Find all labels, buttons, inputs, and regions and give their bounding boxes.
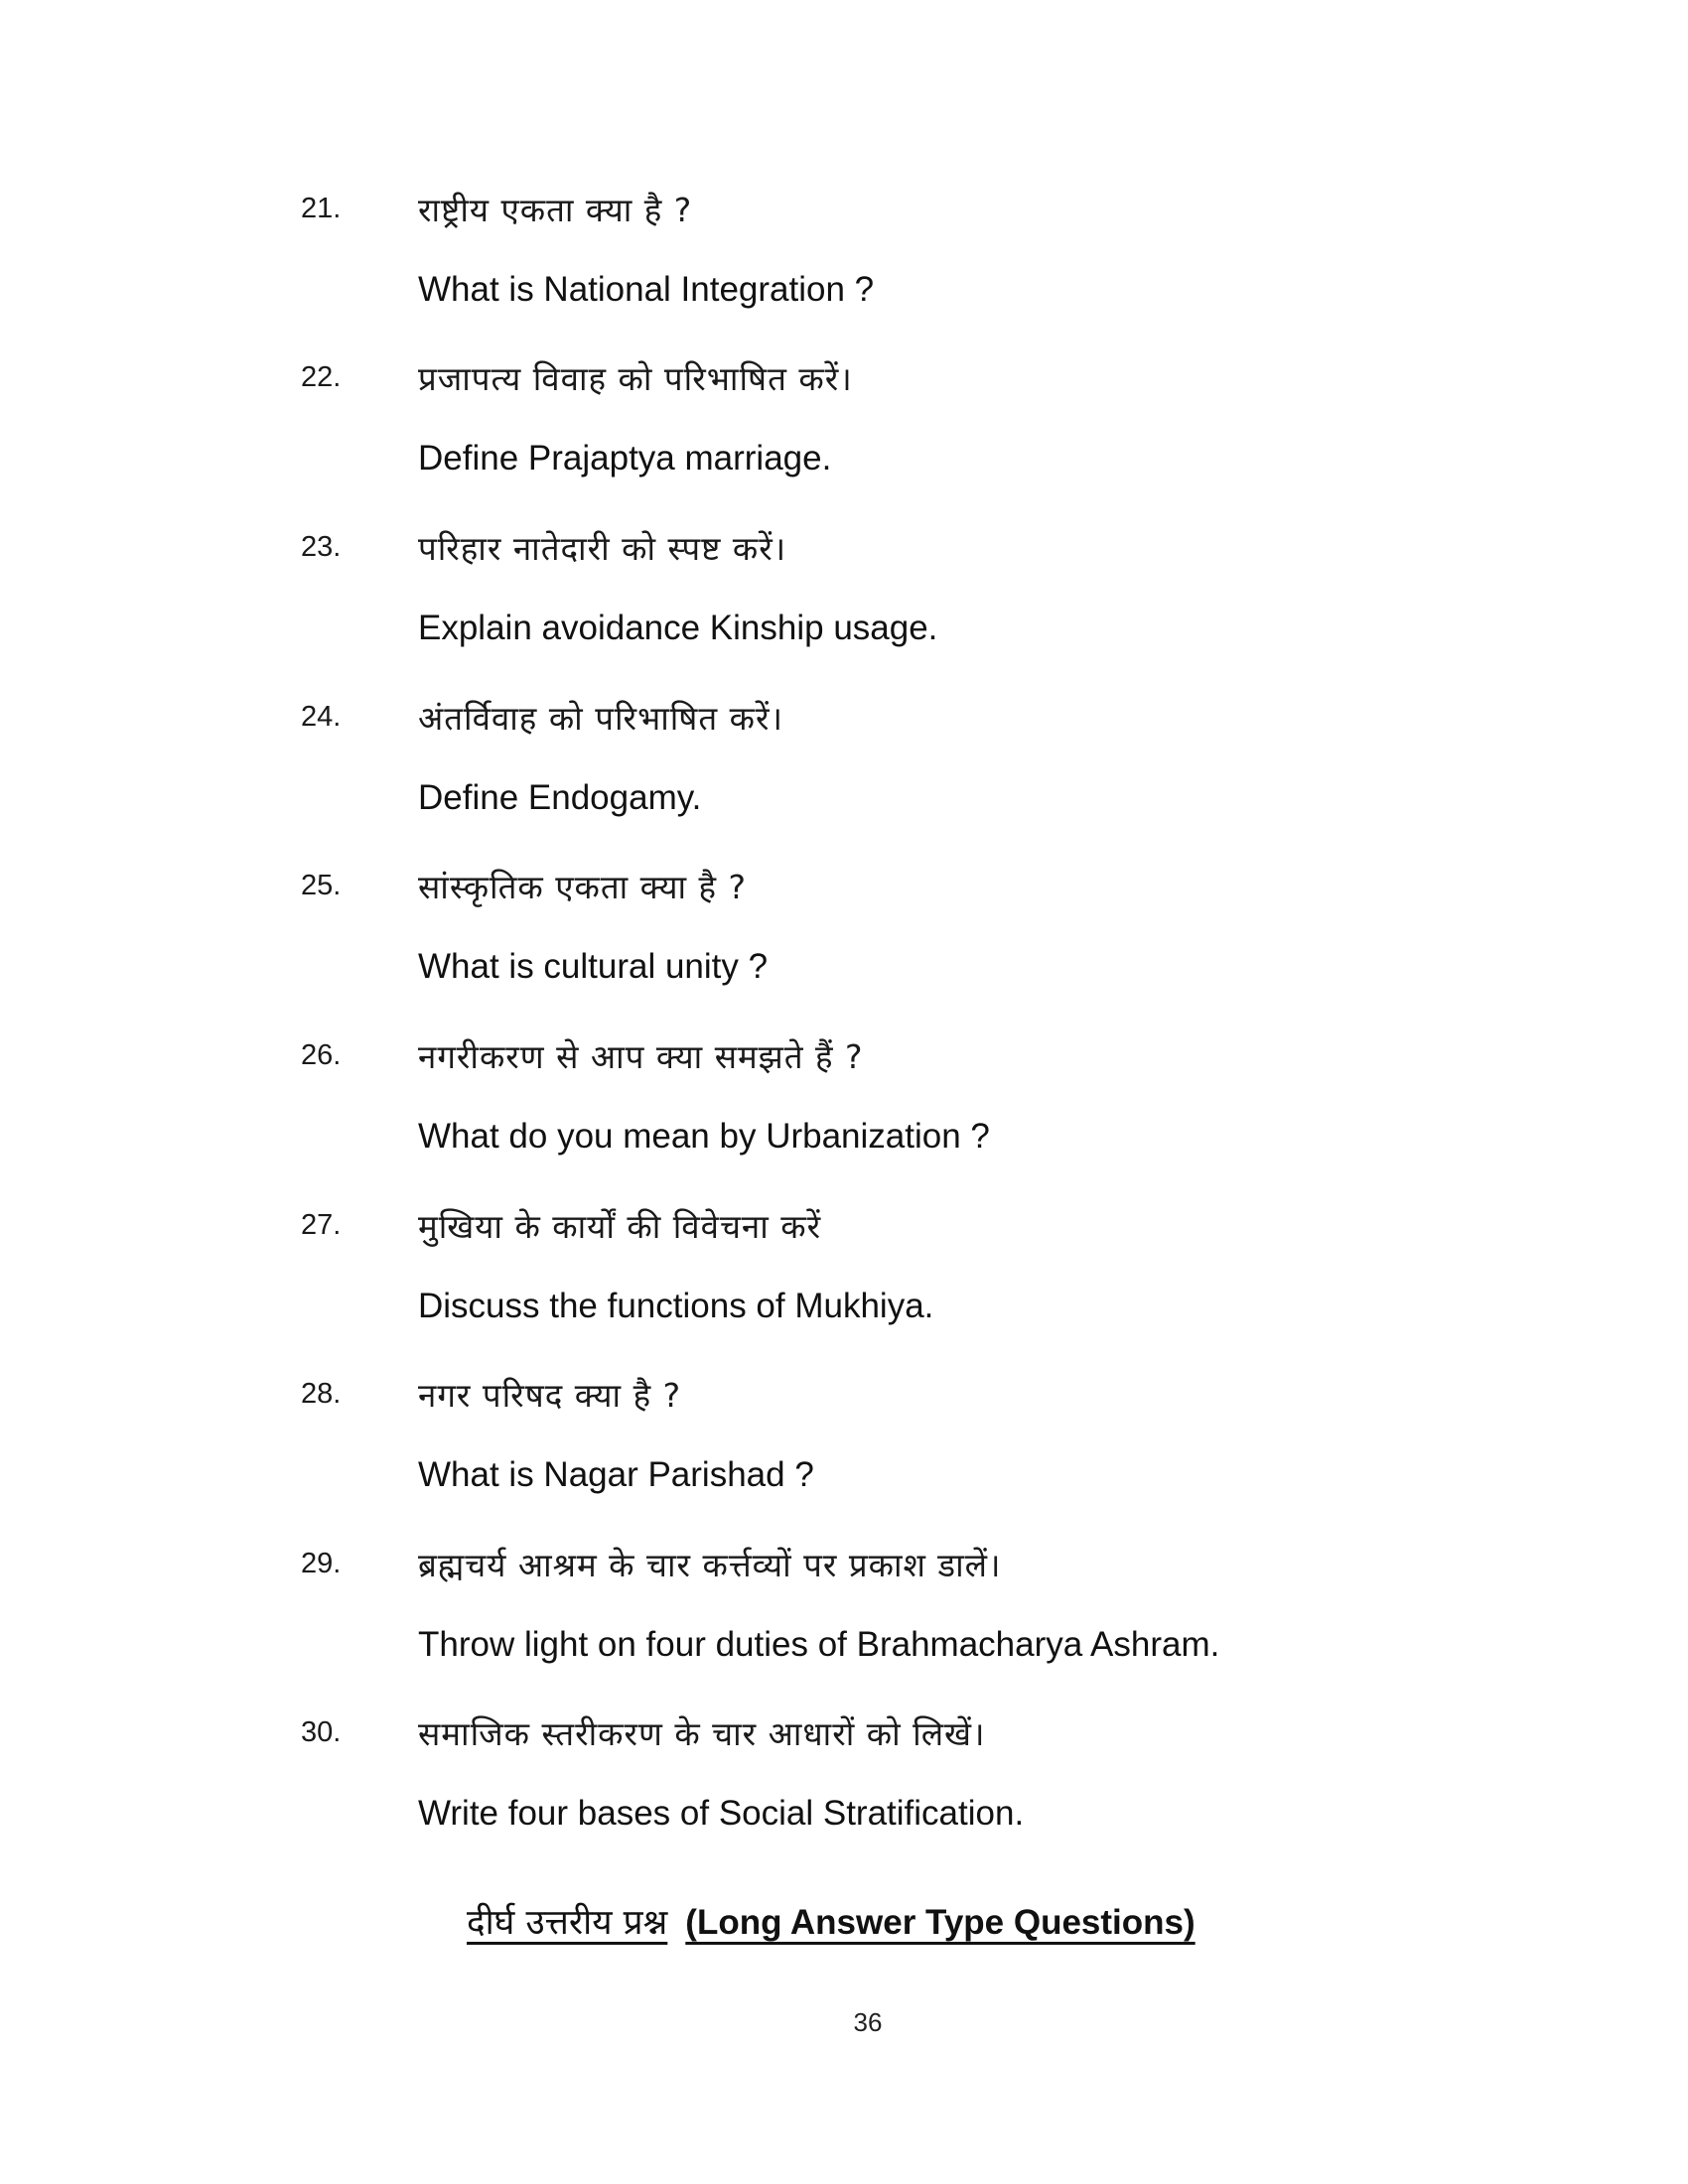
question-english: Define Prajaptya marriage.: [418, 439, 832, 478]
question-hindi: सांस्कृतिक एकता क्या है ?: [418, 868, 748, 906]
question-english: Define Endogamy.: [418, 778, 702, 817]
section-heading: [467, 1898, 1196, 1945]
question-hindi: परिहार नातेदारी को स्पष्ट करें।: [418, 529, 787, 568]
question-hindi: प्रजापत्य विवाह को परिभाषित करें।: [418, 359, 853, 398]
question-number: 22.: [301, 361, 342, 393]
question-number: 23.: [301, 531, 342, 563]
question-english: What is Nagar Parishad ?: [418, 1455, 814, 1494]
question-hindi: अंतर्विवाह को परिभाषित करें।: [418, 699, 784, 738]
question-number: 30.: [301, 1716, 342, 1748]
section-heading-hindi: दीर्घ उत्तरीय प्रश्न: [467, 1903, 668, 1943]
question-number: 29.: [301, 1548, 342, 1579]
question-number: 24.: [301, 701, 342, 733]
question-number: 28.: [301, 1378, 342, 1410]
question-number: 25.: [301, 870, 342, 901]
question-english: Write four bases of Social Stratification.: [418, 1794, 1025, 1833]
section-heading-english: (Long Answer Type Questions): [685, 1903, 1196, 1942]
question-number: 26.: [301, 1039, 342, 1071]
question-english: What do you mean by Urbanization ?: [418, 1117, 990, 1156]
question-english: What is cultural unity ?: [418, 947, 769, 986]
question-hindi: ब्रह्मचर्य आश्रम के चार कर्त्तव्यों पर प्रकाश डालें।: [418, 1546, 1002, 1584]
page-number: 36: [853, 2007, 883, 2037]
question-hindi: समाजिक स्तरीकरण के चार आधारों को लिखें।: [418, 1714, 986, 1753]
question-english: Explain avoidance Kinship usage.: [418, 609, 938, 647]
question-number: 21.: [301, 193, 342, 224]
question-english: What is National Integration ?: [418, 270, 875, 309]
question-hindi: नगर परिषद क्या है ?: [418, 1376, 682, 1415]
question-english: Discuss the functions of Mukhiya.: [418, 1287, 934, 1325]
question-hindi: नगरीकरण से आप क्या समझते हैं ?: [418, 1037, 864, 1076]
question-hindi: मुखिया के कार्यों की विवेचना करें: [418, 1207, 822, 1246]
question-number: 27.: [301, 1209, 342, 1241]
question-english: Throw light on four duties of Brahmacharya Ashram.: [418, 1625, 1220, 1664]
question-hindi: राष्ट्रीय एकता क्या है ?: [418, 191, 693, 229]
